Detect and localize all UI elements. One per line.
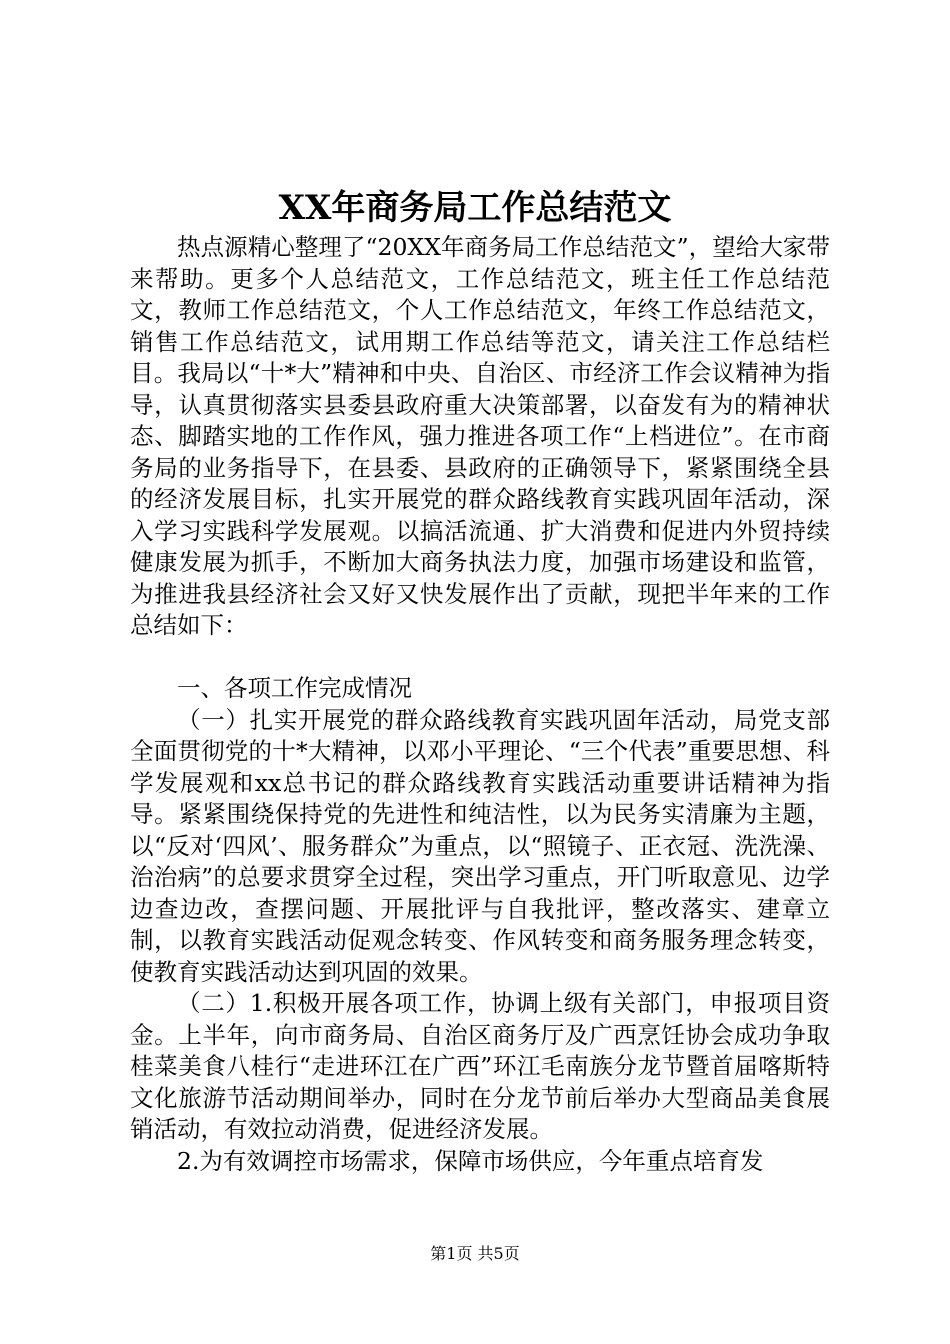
section-heading: 一、各项工作完成情况 [177,674,412,702]
intro-paragraph: 热点源精心整理了“20XX年商务局工作总结范文”，望给大家带来帮助。更多个人总结范文，工作总结范文，班主任工作总结范文，教师工作总结范文，个人工作总结范文，年终工作总结范文，销售工作总结范文，试用期工作总结等范文，请关注工作总结栏目。我局以“十*大”精神和中央、自治区、市经济工作会议精神为指导，认真贯彻落实县委县政府重大决策部署，以奋发有为的精神状态、脚踏实地的工作作风，强力推进各项工作“上档进位”。在市商务局的业务指导下，在县委、县政府的正确领导下，紧紧围绕全县的经济发展目标，扎实开展党的群众路线教育实践巩固年活动，深入学习实践科学发展观。以搞活流通、扩大消费和促进内外贸持续健康发展为抓手，不断加大商务执法力度，加强市场建设和监管，为推进我县经济社会又好又快发展作出了贡献，现把半年来的工作总结如下： [130,233,830,639]
body-paragraph: 2.为有效调控市场需求，保障市场供应，今年重点培育发 [177,1146,764,1175]
body-paragraph: （二）1.积极开展各项工作，协调上级有关部门，申报项目资金。上半年，向市商务局、自治区商务厅及广西烹饪协会成功争取桂菜美食八桂行“走进环江在广西”环江毛南族分龙节暨首届喀斯特文化旅游节活动期间举办，同时在分龙节前后举办大型商品美食展销活动，有效拉动消费，促进经济发展。 [130,989,830,1143]
page-number: 第1页 [430,1244,473,1263]
page-footer [0,1243,950,1265]
document-body [130,232,830,1177]
body-paragraph: （一）扎实开展党的群众路线教育实践巩固年活动，局党支部全面贯彻党的十*大精神，以邓小平理论、“三个代表”重要思想、科学发展观和xx总书记的群众路线教育实践活动重要讲话精神为指导。紧紧围绕保持党的先进性和纯洁性，以为民务实清廉为主题，以“反对‘四风’、服务群众”为重点，以“照镜子、正衣冠、洗洗澡、治治病”的总要求贯穿全过程，突出学习重点，开门听取意见、边学边查边改，查摆问题、开展批评与自我批评，整改落实、建章立制，以教育实践活动促观念转变、作风转变和商务服务理念转变，使教育实践活动达到巩固的效果。 [130,705,830,986]
page-total: 共5页 [477,1244,520,1263]
document-title: XX年商务局工作总结范文 [278,188,672,228]
